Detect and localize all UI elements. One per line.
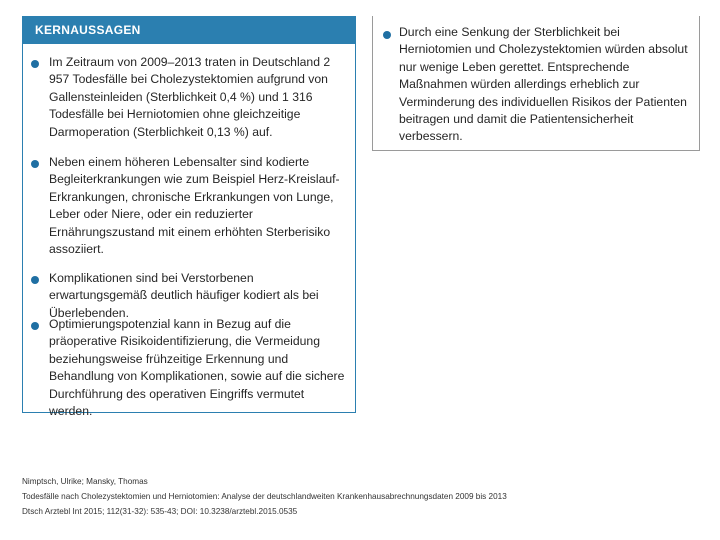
citation-reference: Dtsch Arztebl Int 2015; 112(31-32): 535-43; DOI: 10.3238/arztebl.2015.0535 bbox=[22, 507, 298, 516]
key-message-text: Neben einem höheren Lebensalter sind kodierte Begleiterkrankungen wie zum Beispiel Herz-Kreislauf-Erkrankungen, chronische Erkrankungen von Lunge, Leber oder Niere, oder ein reduzierter Ernährungszustand mit einem erhöhten Sterberisiko assoziiert. bbox=[49, 155, 340, 257]
key-message-text: Komplikationen sind bei Verstorbenen erwartungsgemäß deutlich häufiger kodiert als bei Überlebenden. bbox=[49, 271, 319, 320]
key-message-text: Durch eine Senkung der Sterblichkeit bei Herniotomien und Cholezystektomien würden absolut nur wenige Leben gerettet. Entsprechende Maßnahmen würden allerdings erheblich zur Verminderung des individuellen Risikos der Patienten beitragen und damit die Patientensicherheit verbessern. bbox=[399, 25, 688, 144]
continued-key-messages-panel bbox=[372, 16, 700, 151]
citation-authors: Nimptsch, Ulrike; Mansky, Thomas bbox=[22, 477, 148, 486]
bullet-dot-icon bbox=[31, 322, 39, 330]
key-messages-panel bbox=[22, 16, 356, 419]
bullet-dot-icon bbox=[31, 60, 39, 68]
key-message-text: Im Zeitraum von 2009–2013 traten in Deutschland 2 957 Todesfälle bei Cholezystektomien aufgrund von Gallensteinleiden (Sterblichkeit 0,4 %) und 1 316 Todesfälle bei Herniotomien ohne gleichzeitige Darmoperation (Sterblichkeit 0,13 %) auf. bbox=[49, 55, 331, 139]
key-message-text: Optimierungspotenzial kann in Bezug auf die präoperative Risikoidentifizierung, die Vermeidung beziehungsweise frühzeitige Erkennung und Behandlung von Komplikationen, sowie auf die sichere Durchführung des operativen Eingriffs vermutet werden. bbox=[49, 317, 345, 419]
citation-title: Todesfälle nach Cholezystektomien und Herniotomien: Analyse der deutschlandweiten Krankenhausabrechnungsdaten 2009 bis 2013 bbox=[22, 492, 507, 501]
bullet-dot-icon bbox=[31, 160, 39, 168]
bullet-dot-icon bbox=[383, 31, 391, 39]
key-messages-header: KERNAUSSAGEN bbox=[23, 16, 355, 44]
bullet-dot-icon bbox=[31, 276, 39, 284]
